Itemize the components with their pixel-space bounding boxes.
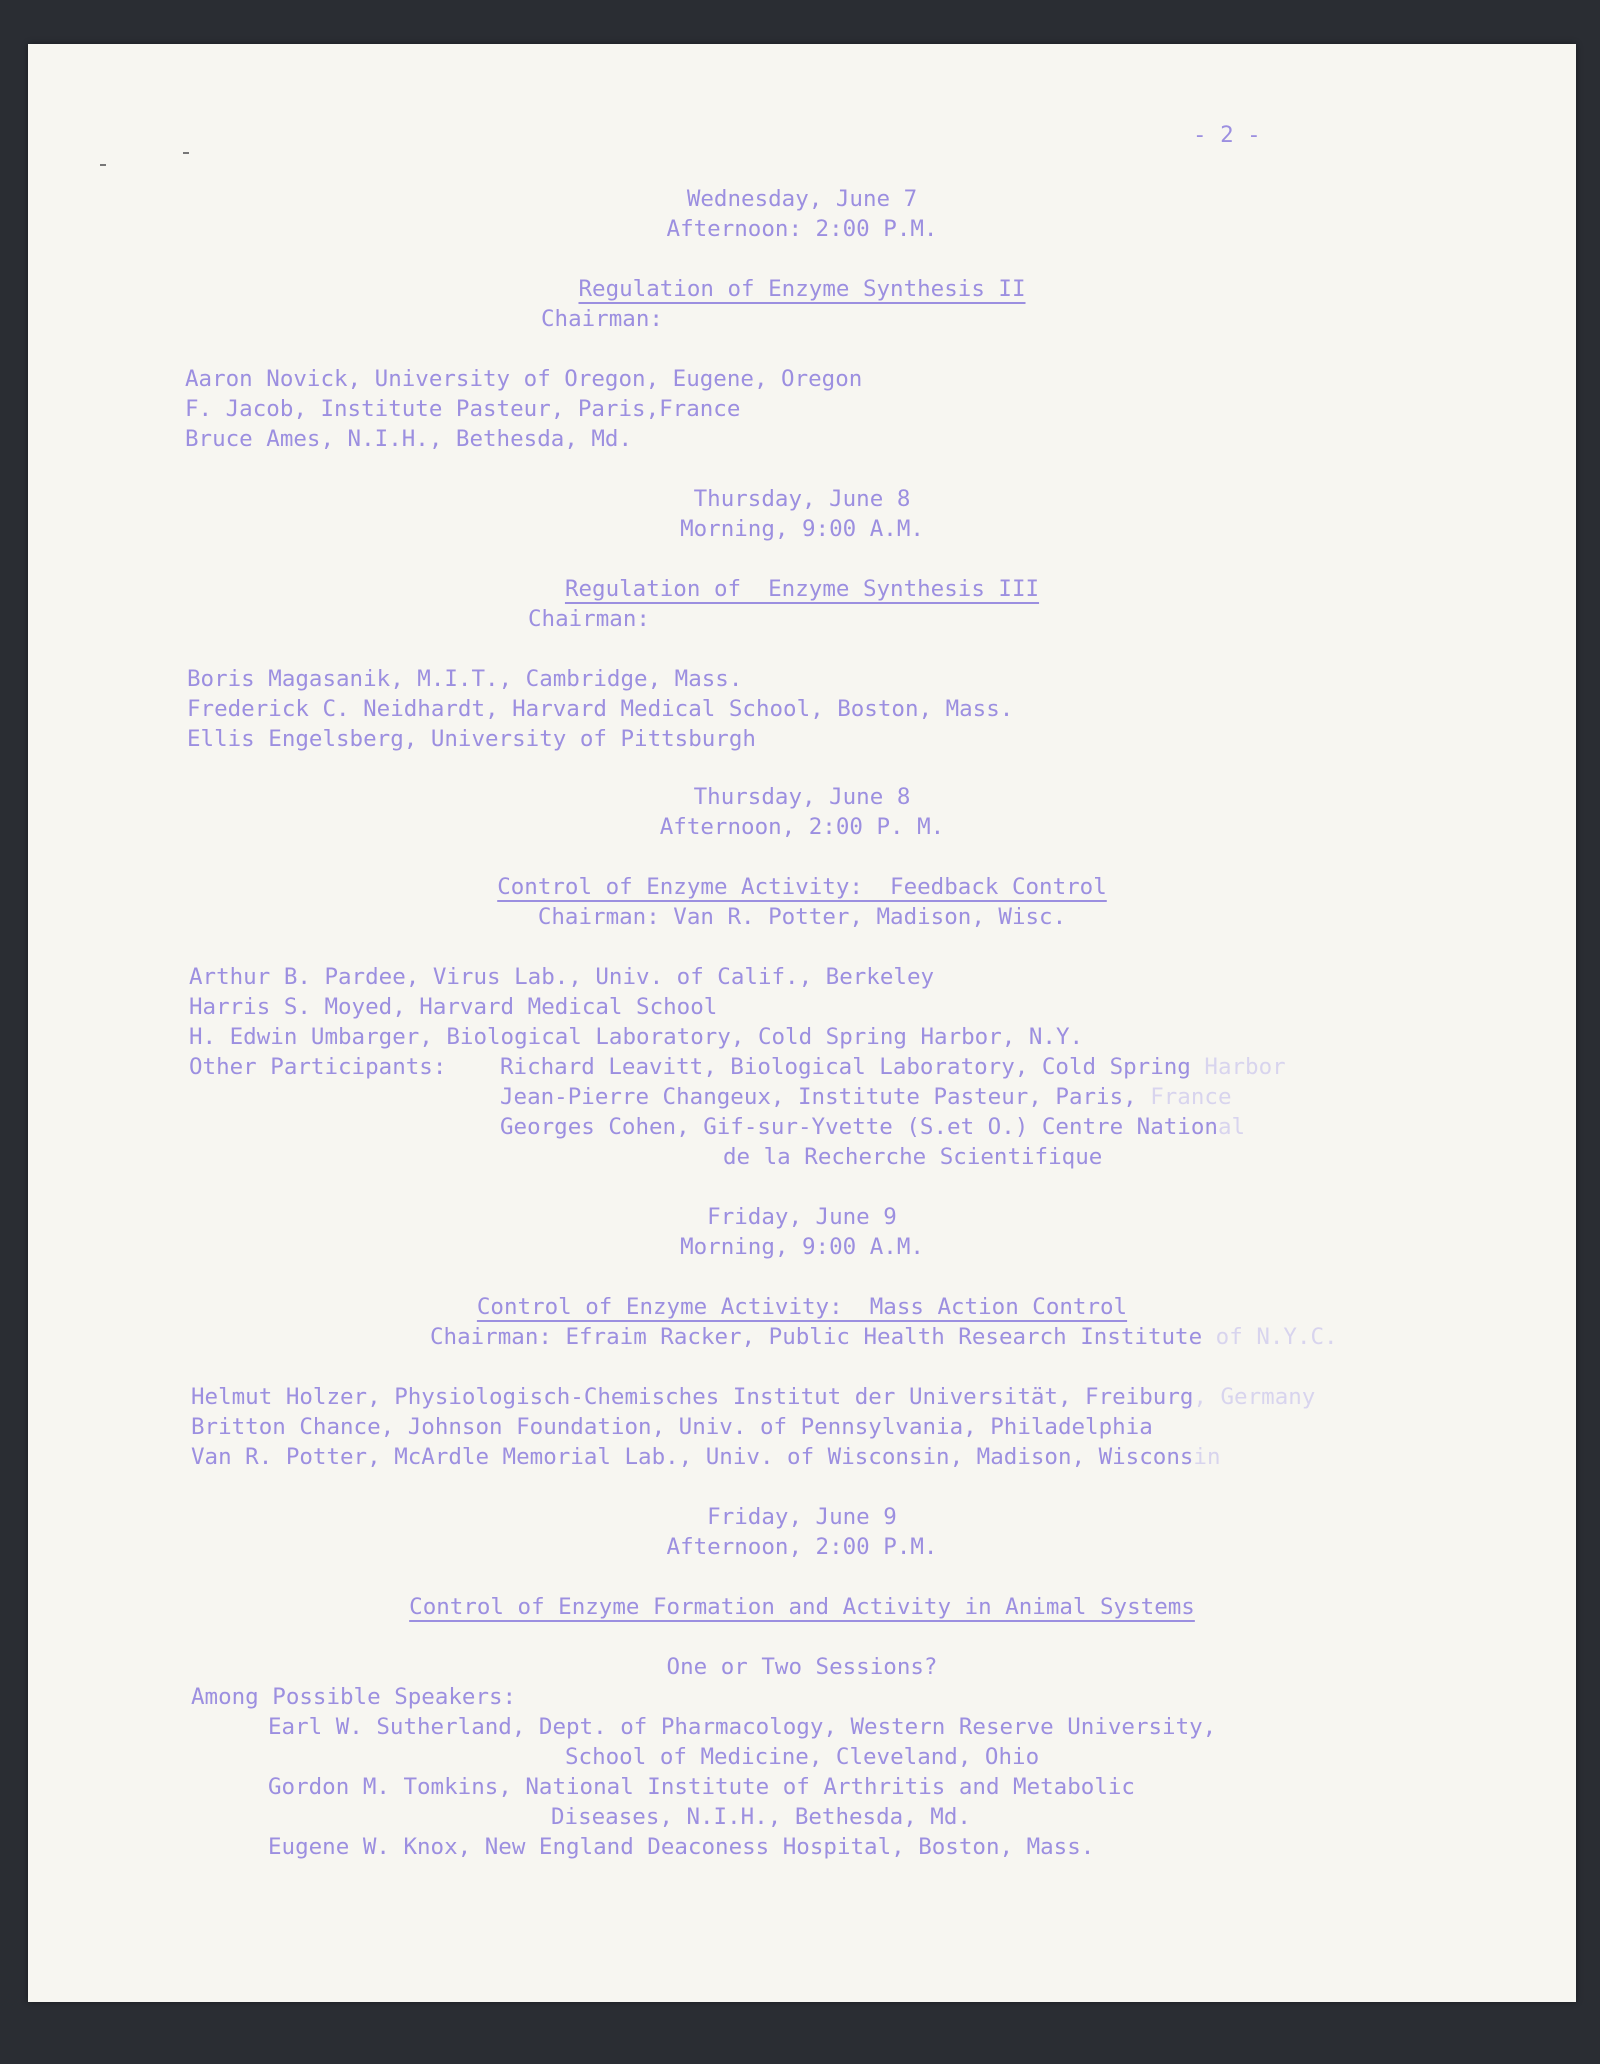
- other-participant: Richard Leavitt, Biological Laboratory, Cold Spring Harbor: [500, 1054, 1286, 1080]
- speaker: Diseases, N.I.H., Bethesda, Md.: [551, 1804, 971, 1830]
- participant: Ellis Engelsberg, University of Pittsburgh: [187, 726, 756, 752]
- participant: H. Edwin Umbarger, Biological Laboratory, Cold Spring Harbor, N.Y.: [189, 1024, 1084, 1050]
- other-participant: Georges Cohen, Gif-sur-Yvette (S.et O.) Centre National: [500, 1114, 1246, 1140]
- participant: Harris S. Moyed, Harvard Medical School: [189, 994, 718, 1020]
- participant: Britton Chance, Johnson Foundation, Univ. of Pennsylvania, Philadelphia: [191, 1414, 1153, 1440]
- participant: F. Jacob, Institute Pasteur, Paris,France: [185, 396, 741, 422]
- speaker: Eugene W. Knox, New England Deaconess Hospital, Boston, Mass.: [268, 1834, 1095, 1860]
- speaker: School of Medicine, Cleveland, Ohio: [565, 1744, 1040, 1770]
- other-participant: de la Recherche Scientifique: [723, 1144, 1103, 1170]
- session-day: Thursday, June 8: [693, 784, 911, 810]
- session-chairman: Chairman: Van R. Potter, Madison, Wisc.: [537, 904, 1067, 930]
- session-chairman: Chairman: Efraim Racker, Public Health Research Institute of N.Y.C.: [430, 1324, 1338, 1350]
- session-chairman: Chairman:: [541, 306, 663, 332]
- session-time: Afternoon: 2:00 P.M.: [666, 216, 938, 242]
- session-time: Afternoon, 2:00 P. M.: [659, 814, 945, 840]
- speaker: Gordon M. Tomkins, National Institute of Arthritis and Metabolic: [268, 1774, 1135, 1800]
- stray-mark: [100, 164, 106, 166]
- session-title: Regulation of Enzyme Synthesis III: [564, 576, 1040, 602]
- session-question: One or Two Sessions?: [666, 1654, 938, 1680]
- session-time: Morning, 9:00 A.M.: [680, 1234, 924, 1260]
- speaker: Earl W. Sutherland, Dept. of Pharmacology, Western Reserve University,: [268, 1714, 1217, 1740]
- speakers-label: Among Possible Speakers:: [191, 1684, 517, 1710]
- other-participant: Jean-Pierre Changeux, Institute Pasteur, Paris, France: [500, 1084, 1232, 1110]
- participant: Boris Magasanik, M.I.T., Cambridge, Mass.: [187, 666, 743, 692]
- session-title: Control of Enzyme Formation and Activity in Animal Systems: [409, 1594, 1195, 1620]
- participant: Arthur B. Pardee, Virus Lab., Univ. of Calif., Berkeley: [189, 964, 935, 990]
- session-time: Afternoon, 2:00 P.M.: [666, 1534, 938, 1560]
- document-page: [28, 44, 1576, 2002]
- session-day: Friday, June 9: [707, 1204, 897, 1230]
- page-number: - 2 -: [1193, 122, 1261, 148]
- session-title: Regulation of Enzyme Synthesis II: [578, 276, 1026, 302]
- session-time: Morning, 9:00 A.M.: [680, 516, 924, 542]
- participant: Frederick C. Neidhardt, Harvard Medical School, Boston, Mass.: [187, 696, 1014, 722]
- participant: Bruce Ames, N.I.H., Bethesda, Md.: [185, 426, 633, 452]
- participant: Aaron Novick, University of Oregon, Eugene, Oregon: [185, 366, 863, 392]
- session-day: Wednesday, June 7: [686, 186, 918, 212]
- session-title: Control of Enzyme Activity: Feedback Control: [497, 874, 1107, 900]
- session-day: Friday, June 9: [707, 1504, 897, 1530]
- participant: Helmut Holzer, Physiologisch-Chemisches Institut der Universität, Freiburg, Germany: [191, 1384, 1316, 1410]
- other-participants-label: Other Participants:: [189, 1054, 447, 1080]
- session-chairman: Chairman:: [528, 606, 650, 632]
- session-title: Control of Enzyme Activity: Mass Action Control: [476, 1294, 1128, 1320]
- session-day: Thursday, June 8: [693, 486, 911, 512]
- stray-mark: [183, 152, 189, 154]
- participant: Van R. Potter, McArdle Memorial Lab., Univ. of Wisconsin, Madison, Wisconsin: [191, 1444, 1221, 1470]
